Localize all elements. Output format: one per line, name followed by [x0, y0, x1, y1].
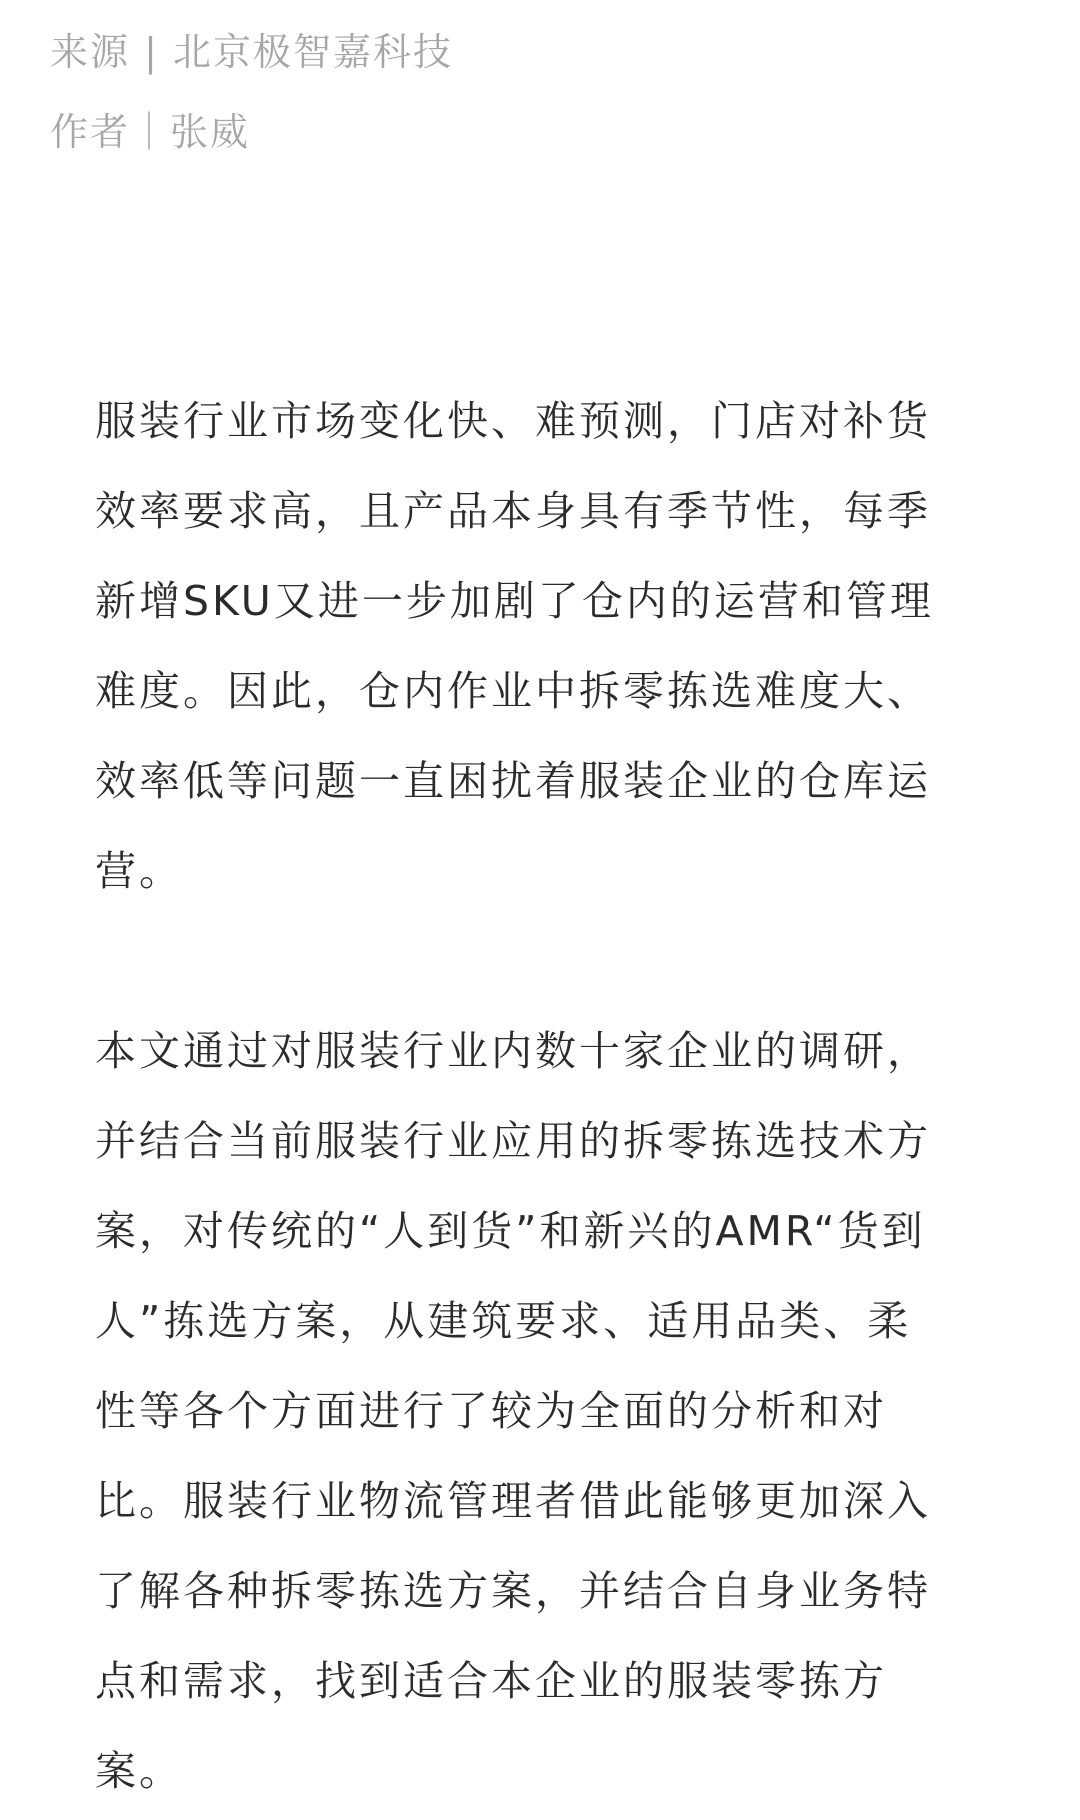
- paragraph-1: [95, 376, 1005, 916]
- author-line: 作者｜张威: [50, 110, 251, 154]
- article-meta: [50, 12, 453, 172]
- text-line: 人”拣选方案，从建筑要求、适用品类、柔: [95, 1297, 912, 1345]
- article-body: [95, 376, 1005, 1816]
- text-line: 难度。因此，仓内作业中拆零拣选难度大、: [95, 667, 931, 715]
- text-line: 并结合当前服装行业应用的拆零拣选技术方: [95, 1117, 931, 1165]
- text-line: 营。: [95, 847, 183, 895]
- text-line: 本文通过对服装行业内数十家企业的调研，: [95, 1027, 931, 1075]
- source-line: 来源 | 北京极智嘉科技: [50, 30, 453, 74]
- text-line: 案。: [95, 1747, 183, 1795]
- text-line: 点和需求，找到适合本企业的服装零拣方: [95, 1657, 887, 1705]
- text-line: 了解各种拆零拣选方案，并结合自身业务特: [95, 1567, 931, 1615]
- text-line: 比。服装行业物流管理者借此能够更加深入: [95, 1477, 931, 1525]
- paragraph-2: [95, 1006, 1005, 1816]
- text-line: 案，对传统的“人到货”和新兴的AMR“货到: [95, 1207, 926, 1255]
- text-line: 效率低等问题一直困扰着服装企业的仓库运: [95, 757, 931, 805]
- text-line: 新增SKU又进一步加剧了仓内的运营和管理: [95, 577, 934, 625]
- text-line: 服装行业市场变化快、难预测，门店对补货: [95, 397, 931, 445]
- text-line: 性等各个方面进行了较为全面的分析和对: [95, 1387, 887, 1435]
- text-line: 效率要求高，且产品本身具有季节性，每季: [95, 487, 931, 535]
